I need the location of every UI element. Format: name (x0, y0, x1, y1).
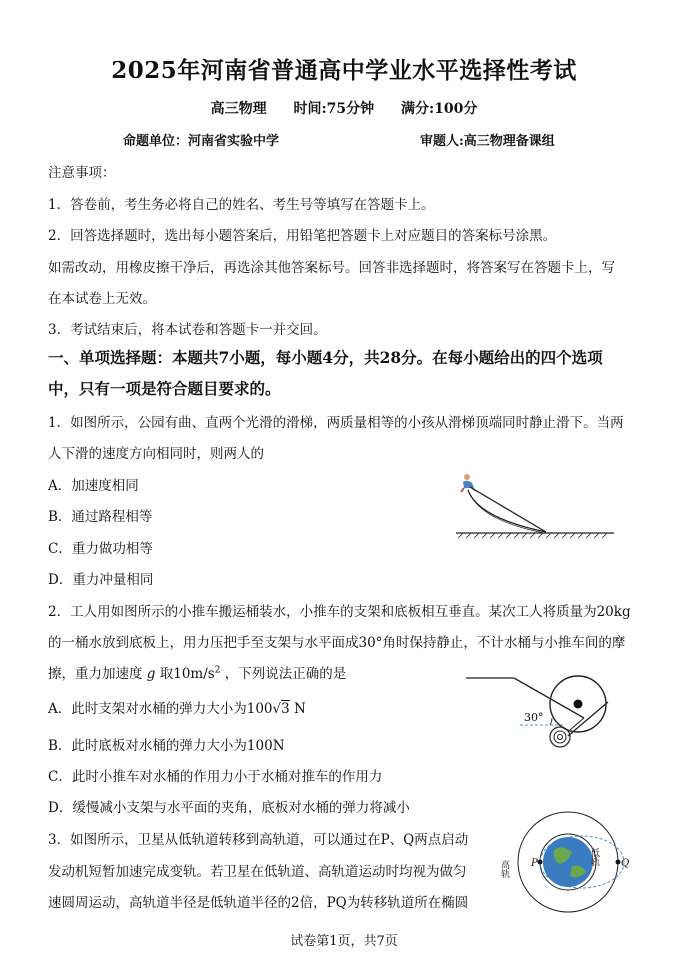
q2-option-c: C．此时小推车对水桶的作用力小于水桶对推车的作用力 (48, 769, 383, 785)
notice-item-3: 3．考试结束后，将本试卷和答题卡一并交回。 (48, 322, 327, 338)
notice-item-2-end: 在本试卷上无效。 (48, 291, 156, 307)
high-orbit-label: 高轨 (499, 860, 509, 878)
q2-stem-line3 (48, 662, 346, 682)
exam-info (0, 98, 688, 118)
ground-hatch (458, 533, 607, 538)
q2-exponent: 2 (214, 665, 221, 676)
point-q-label: Q (621, 858, 630, 869)
q2-option-a-unit: N (289, 701, 306, 717)
cart-wheel (550, 727, 570, 747)
straight-slide (470, 487, 546, 532)
notice-heading: 注意事项： (48, 165, 116, 181)
q2-stem-line1: 2．工人用如图所示的小推车搬运桶装水，小推车的支架和底板相互垂直。某次工人将质量为20kg (48, 604, 631, 620)
q3-stem-line3: 速圆周运动，高轨道半径是低轨道半径的2倍，PQ为转移轨道所在椭圆 (48, 895, 469, 911)
page-footer: 试卷第1页，共7页 (290, 934, 398, 949)
point-p-label: P (531, 858, 538, 869)
point-q-marker (616, 860, 621, 865)
cart-diagram (462, 668, 622, 752)
notice-item-1: 1．答卷前，考生务必将自己的姓名、考生号等填写在答题卡上。 (48, 197, 435, 213)
q1-stem-line2: 人下滑的速度方向相同时，则两人的 (48, 446, 264, 462)
q3-stem-line1 (48, 828, 468, 848)
q2-option-a-root: 3 (281, 701, 290, 717)
q2-line3-part-b: 取10m/s (159, 666, 215, 682)
score-label: 满分:100分 (401, 101, 478, 117)
section-heading-line1: 一、单项选择题：本题共7小题，每小题4分，共28分。在每小题给出的四个选项 (48, 348, 603, 367)
q2-option-a (48, 697, 306, 717)
angle-label: 30° (524, 711, 544, 724)
q2-line3-part-c: ，下列说法正确的是 (224, 666, 347, 682)
q2-option-b: B．此时底板对水桶的弹力大小为100N (48, 738, 285, 754)
earth-icon (543, 837, 593, 887)
author-unit: 命题单位：河南省实验中学 (123, 134, 280, 149)
q1-option-d: D．重力冲量相同 (48, 572, 154, 588)
q1-option-b: B．通过路程相等 (48, 509, 153, 525)
notice-item-2: 2．回答选择题时，选出每小题答案后，用铅笔把答题卡上对应题目的答案标号涂黑。 (48, 228, 557, 244)
cart-wheel-hub (558, 735, 563, 740)
q2-option-d: D．缓慢减小支架与水平面的夹角，底板对水桶的弹力将减小 (48, 800, 410, 816)
slide-diagram (448, 468, 618, 544)
q2-stem-line2: 的一桶水放到底板上，用力压把手至支架与水平面成30°角时保持静止，不计水桶与小推车间的摩 (48, 635, 626, 651)
q2-line3-part-a: 擦，重力加速度 (48, 666, 143, 682)
cart-wheel-inner (554, 731, 566, 743)
bucket-center (574, 700, 583, 709)
q3-stem-line2: 发动机短暂加速完成变轨。若卫星在低轨道、高轨道运动时均视为做匀 (48, 864, 467, 880)
point-p-marker (538, 860, 543, 865)
q2-option-a-text: A．此时支架对水桶的弹力大小为100 (48, 701, 273, 717)
reviewer: 审题人:高三物理备课组 (420, 134, 555, 149)
page-title: 2025年河南省普通高中学业水平选择性考试 (111, 57, 577, 84)
curved-slide-edge (469, 492, 544, 533)
q2-gravity-symbol: g (146, 666, 156, 682)
low-orbit-label: 低轨 (589, 848, 599, 866)
angle-arc (550, 718, 552, 725)
q1-stem-line1: 1．如图所示，公园有曲、直两个光滑的滑梯，两质量相等的小孩从滑梯顶端同时静止滑下。当两 (48, 415, 624, 431)
orbit-diagram (499, 810, 642, 918)
q1-option-a: A．加速度相同 (48, 478, 139, 494)
sqrt-icon: √ (272, 701, 282, 717)
notice-item-2-cont: 如需改动，用橡皮擦干净后，再选涂其他答案标号。回答非选择题时，将答案写在答题卡上，写 (48, 260, 615, 276)
section-heading-line2: 中，只有一项是符合题目要求的。 (48, 379, 281, 398)
subject-label: 高三物理 (210, 101, 267, 117)
q3-stem-line1-text: 3．如图所示，卫星从低轨道转移到高轨道，可以通过在P、Q两点启动 (48, 832, 469, 848)
q1-option-c: C．重力做功相等 (48, 541, 153, 557)
time-label: 时间:75分钟 (293, 101, 375, 117)
